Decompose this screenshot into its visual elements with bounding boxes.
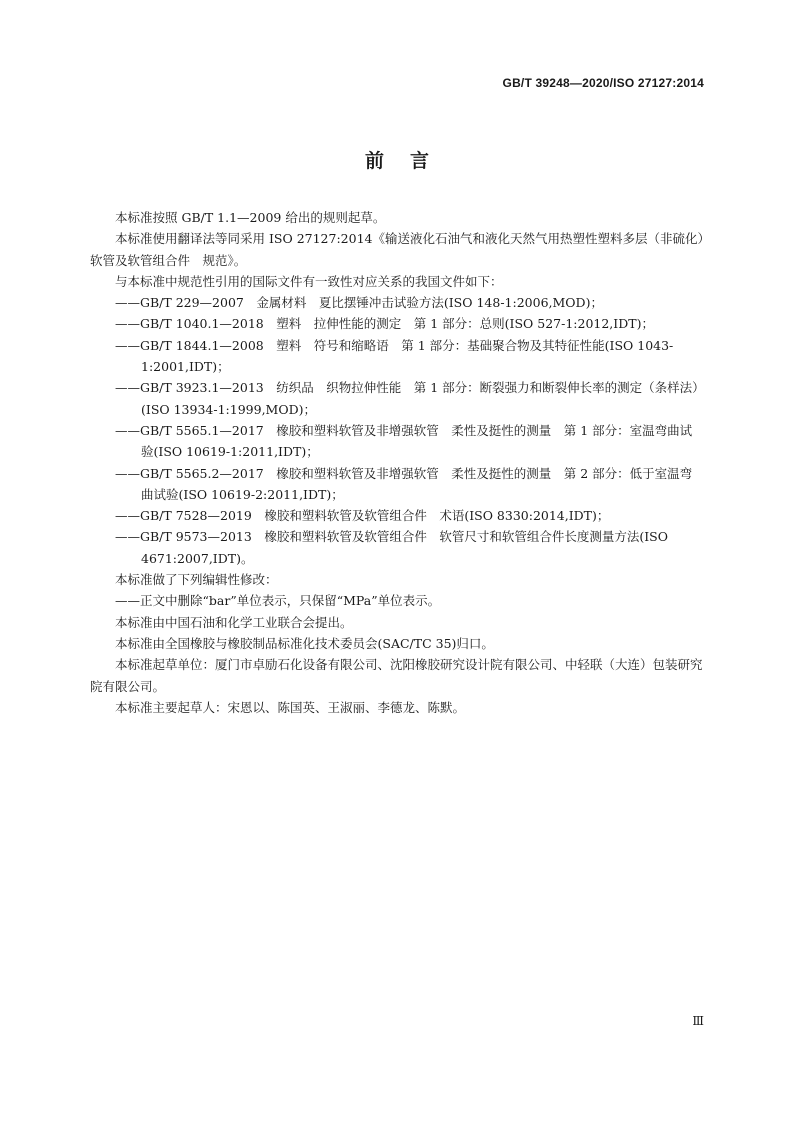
reference-item: ——GB/T 5565.2—2017 橡胶和塑料软管及非增强软管 柔性及挺性的测量 第 2 部分：低于室温弯曲试验(ISO 10619-2:2011,IDT)； <box>115 465 693 502</box>
page-title: 前言 <box>364 150 455 172</box>
reference-item: ——GB/T 5565.1—2017 橡胶和塑料软管及非增强软管 柔性及挺性的测量 第 1 部分：室温弯曲试验(ISO 10619-1:2011,IDT)； <box>115 422 693 460</box>
paragraph-committee: 本标准由全国橡胶与橡胶制品标准化技术委员会(SAC/TC 35)归口。 <box>115 635 494 651</box>
reference-item: ——GB/T 1844.1—2008 塑料 符号和缩略语 第 1 部分：基础聚合物及其特征性能(ISO 1043-1:2001,IDT)； <box>115 337 674 375</box>
reference-item: ——GB/T 3923.1—2013 纺织品 织物拉伸性能 第 1 部分：断裂强力和断裂伸长率的测定（条样法）(ISO 13934-1:1999,MOD)； <box>115 380 699 417</box>
paragraph-proposer: 本标准由中国石油和化学工业联合会提出。 <box>115 614 353 630</box>
page-number: Ⅲ <box>692 1014 704 1028</box>
paragraph-adoption: 本标准使用翻译法等同采用 ISO 27127:2014《输送液化石油气和液化天然气用热塑性塑料多层（非硫化）软管及软管组合件 规范》。 <box>90 231 704 268</box>
paragraph-drafting-rules: 本标准按照 GB/T 1.1—2009 给出的规则起草。 <box>115 210 386 225</box>
standard-code: GB/T 39248—2020/ISO 27127:2014 <box>502 76 704 90</box>
reference-item: ——GB/T 7528—2019 橡胶和塑料软管及软管组合件 术语(ISO 8330:2014,IDT)； <box>115 508 610 524</box>
paragraph-drafters: 本标准主要起草人：宋恩以、陈国英、王淑丽、李德龙、陈默。 <box>115 699 466 715</box>
paragraph-references-intro: 与本标准中规范性引用的国际文件有一致性对应关系的我国文件如下： <box>115 273 503 289</box>
paragraph-drafting-units: 本标准起草单位：厦门市卓励石化设备有限公司、沈阳橡胶研究设计院有限公司、中轻联（大连）包装研究院有限公司。 <box>90 657 703 694</box>
reference-item: ——GB/T 229—2007 金属材料 夏比摆锤冲击试验方法(ISO 148-1:2006,MOD)； <box>115 295 603 311</box>
reference-item: ——GB/T 1040.1—2018 塑料 拉伸性能的测定 第 1 部分：总则(ISO 527-1:2012,IDT)； <box>115 316 654 332</box>
edit-item: ——正文中删除“bar”单位表示，只保留“MPa”单位表示。 <box>115 593 441 609</box>
document-body <box>90 207 704 718</box>
paragraph-edits-intro: 本标准做了下列编辑性修改： <box>115 572 278 588</box>
reference-list <box>90 292 704 569</box>
reference-item: ——GB/T 9573—2013 橡胶和塑料软管及软管组合件 软管尺寸和软管组合件长度测量方法(ISO 4671:2007,IDT)。 <box>115 529 668 566</box>
